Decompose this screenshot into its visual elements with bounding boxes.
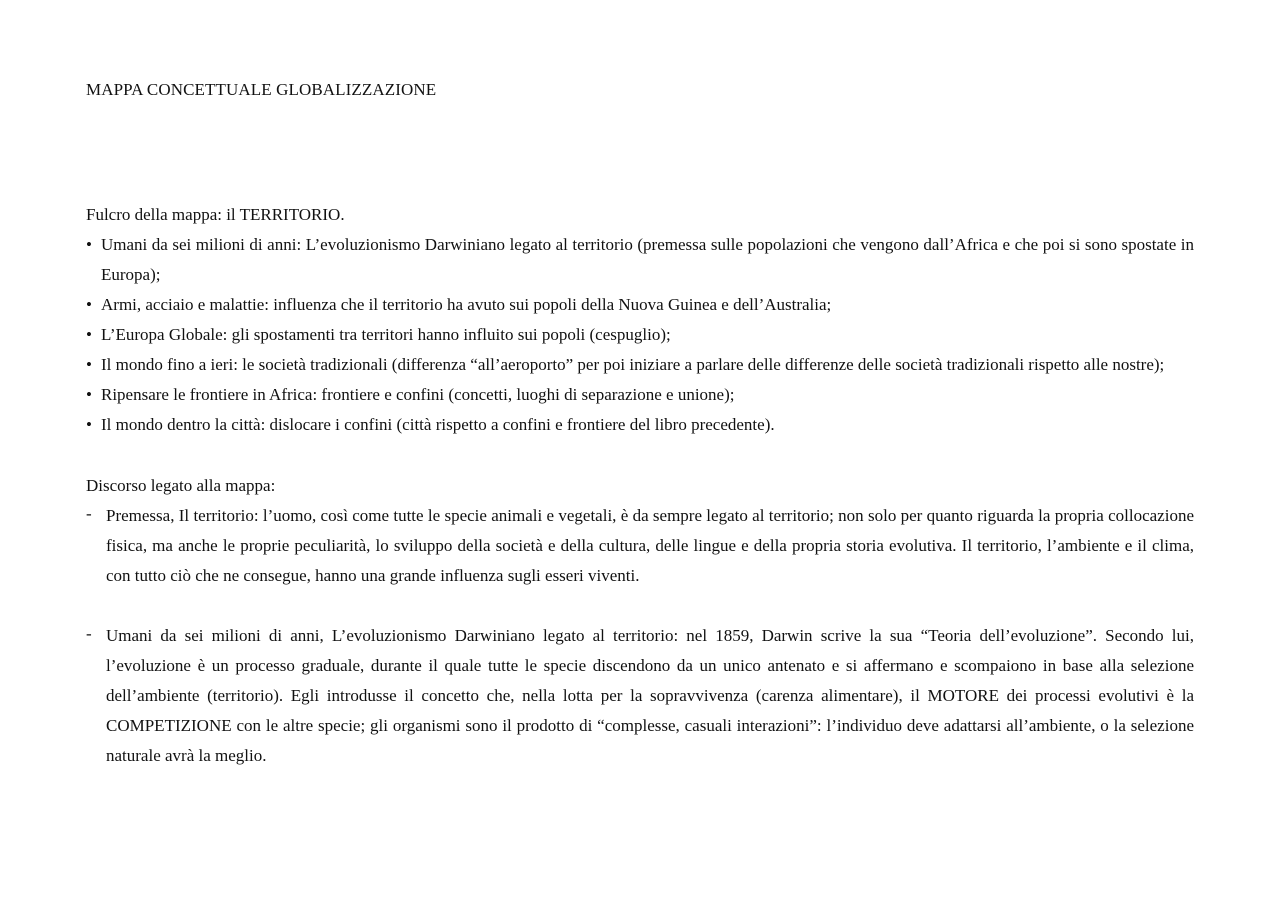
- bullet-list: [86, 230, 1194, 440]
- list-item: [86, 501, 1194, 591]
- list-item-text: Umani da sei milioni di anni: L’evoluzionismo Darwiniano legato al territorio (premessa sulle popolazioni che vengono dall’Africa e che poi si sono spostate in Europa);: [101, 235, 1194, 284]
- section-fulcro: [86, 200, 1194, 440]
- list-item-text: Armi, acciaio e malattie: influenza che il territorio ha avuto sui popoli della Nuova Guinea e dell’Australia;: [101, 295, 832, 314]
- list-item: [86, 230, 1194, 290]
- list-item: [86, 410, 1194, 440]
- list-item-text: Il mondo dentro la città: dislocare i confini (città rispetto a confini e frontiere del libro precedente).: [101, 415, 775, 434]
- list-item: [86, 380, 1194, 410]
- bullet-marker: •: [86, 385, 92, 404]
- paragraph-text: Umani da sei milioni di anni, L’evoluzionismo Darwiniano legato al territorio: nel 1859, Darwin scrive la sua “Teoria dell’evoluzione”. Secondo lui, l’evoluzione è un processo graduale, durante il quale tutte le specie discendono da un unico antenato e si affermano e scompaiono in base alla selezione dell’ambiente (territorio). Egli introdusse il concetto che, nella lotta per la sopravvivenza (carenza alimentare), il MOTORE dei processi evolutivi è la COMPETIZIONE con le altre specie; gli organismi sono il prodotto di “complesse, casuali interazioni”: l’individuo deve adattarsi all’ambiente, o la selezione naturale avrà la meglio.: [106, 626, 1194, 765]
- bullet-marker: •: [86, 415, 92, 434]
- dash-list: [86, 621, 1194, 771]
- paragraph-text: Premessa, Il territorio: l’uomo, così come tutte le specie animali e vegetali, è da sempre legato al territorio; non solo per quanto riguarda la propria collocazione fisica, ma anche le proprie peculiarità, lo sviluppo della società e della cultura, delle lingue e della propria storia evolutiva. Il territorio, l’ambiente e il clima, con tutto ciò che ne consegue, hanno una grande influenza sugli esseri viventi.: [106, 506, 1194, 585]
- section-discorso: [86, 471, 1194, 771]
- list-item-text: Ripensare le frontiere in Africa: frontiere e confini (concetti, luoghi di separazione e unione);: [101, 385, 735, 404]
- dash-marker: -: [86, 504, 92, 523]
- dash-marker: -: [86, 624, 92, 643]
- bullet-marker: •: [86, 235, 92, 254]
- bullet-marker: •: [86, 325, 92, 344]
- section-heading-fulcro: Fulcro della mappa: il TERRITORIO.: [86, 205, 345, 224]
- bullet-marker: •: [86, 355, 92, 374]
- list-item: [86, 621, 1194, 771]
- bullet-marker: •: [86, 295, 92, 314]
- list-item: [86, 290, 1194, 320]
- paragraph-gap: [86, 591, 1194, 621]
- document-title: MAPPA CONCETTUALE GLOBALIZZAZIONE: [86, 80, 437, 99]
- section-heading-discorso: Discorso legato alla mappa:: [86, 476, 276, 495]
- list-item: [86, 350, 1194, 380]
- dash-list: [86, 501, 1194, 591]
- list-item-text: Il mondo fino a ieri: le società tradizionali (differenza “all’aeroporto” per poi iniziare a parlare delle differenze delle società tradizionali rispetto alle nostre);: [101, 355, 1165, 374]
- list-item-text: L’Europa Globale: gli spostamenti tra territori hanno influito sui popoli (cespuglio);: [101, 325, 671, 344]
- list-item: [86, 320, 1194, 350]
